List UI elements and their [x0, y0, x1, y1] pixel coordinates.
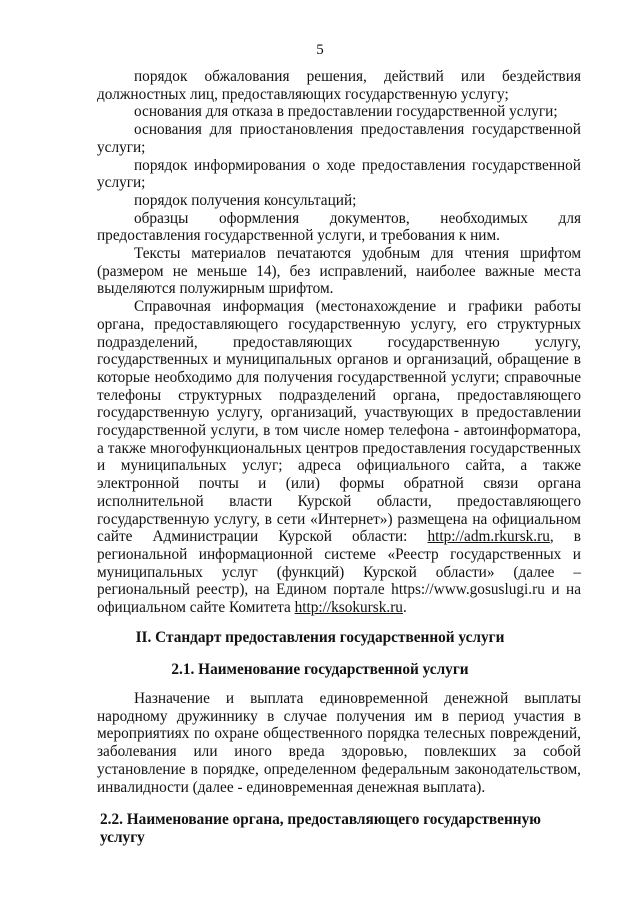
ksokursk-link[interactable]: http://ksokursk.ru [294, 599, 403, 617]
paragraph-consultations: порядок получения консультаций; [134, 191, 357, 209]
subsection-2-2-heading: 2.2. Наименование органа, предоставляющего государственную услугу [100, 811, 541, 846]
paragraph-reference-info [97, 298, 581, 617]
paragraph-suspension-grounds: основания для приостановления предоставления государственной услуги; [97, 121, 581, 156]
adm-rkursk-link[interactable]: http://adm.rkursk.ru [427, 528, 550, 546]
body-text-2-1 [97, 690, 581, 796]
paragraph-refusal-grounds: основания для отказа в предоставлении государственной услуги; [134, 103, 558, 121]
paragraph-service-name: Назначение и выплата единовременной денежной выплаты народному дружиннику в случае получения им в период участия в мероприятиях по охране общественного порядка телесных повреждений, заболевания или иного вреда здоровью, повлекших за собой установление в порядке, определенном федеральным законодательством, инвалидности (далее - единовременная денежная выплата). [97, 690, 581, 796]
paragraph-font-requirements: Тексты материалов печатаются удобным для чтения шрифтом (размером не меньше 14), без исправлений, наиболее важные места выделяются полужирным шрифтом. [97, 245, 581, 298]
body-text-top [97, 68, 581, 617]
reference-text-3: . [402, 599, 407, 617]
subsection-2-1-heading: 2.1. Наименование государственной услуги [171, 661, 469, 678]
section-2-heading: II. Стандарт предоставления государственной услуги [135, 629, 505, 646]
paragraph-appeal-procedure: порядок обжалования решения, действий или бездействия должностных лиц, предоставляющих государственную услугу; [97, 68, 581, 103]
paragraph-document-samples: образцы оформления документов, необходимых для предоставления государственной услуги, и требования к ним. [97, 209, 581, 245]
paragraph-progress-info: порядок информирования о ходе предоставления государственной услуги; [97, 156, 581, 192]
page-number: 5 [316, 42, 324, 58]
reference-text-1: Справочная информация (местонахождение и графики работы органа, предоставляющего государственную услугу, его структурных подразделений, предоставляющих государственную услугу, государственных и муниципальных органов и организаций, обращение в которые необходимо для получения государственной услуги; справочные телефоны структурных подразделений органа, предоставляющего государственную услугу, организаций, участвующих в предоставлении государственной услуги, в том числе номер телефона - автоинформатора, а также многофункциональных центров предоставления государственных и муниципальных услуг; адреса официального сайта, а также электронной почты и (или) формы обратной связи органа исполнительной власти Курской области, предоставляющего государственную услугу, в сети «Интернет») размещена на официальном сайте Администрации Курской области: [97, 298, 581, 546]
reference-text-2: , в региональной информационной системе «Реестр государственных и муниципальных услуг (функций) Курской области» (далее – региональный реестр), на Едином портале https://www.gosuslugi.ru и на официальном сайте Комитета [97, 528, 582, 617]
